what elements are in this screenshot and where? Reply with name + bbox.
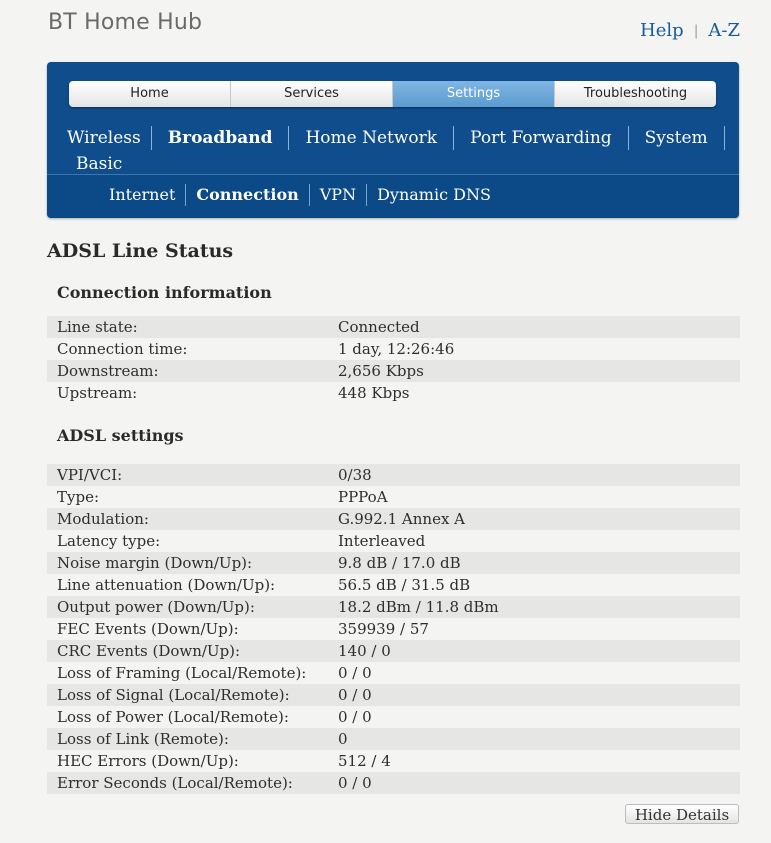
tertiary-item-dynamic-dns[interactable]: Dynamic DNS [377,185,491,204]
table-row [47,574,740,596]
row-value: 0 / 0 [338,772,740,794]
row-value: G.992.1 Annex A [338,508,740,530]
row-value: 0 / 0 [338,662,740,684]
row-label: Modulation: [47,508,338,530]
row-value: 18.2 dBm / 11.8 dBm [338,596,740,618]
row-label: Line attenuation (Down/Up): [47,574,338,596]
table-row [47,662,740,684]
tab-services[interactable]: Services [231,81,393,107]
table-row [47,706,740,728]
table-row [47,382,740,404]
link-separator: | [693,22,699,39]
navigation-panel [47,62,739,218]
tab-settings[interactable]: Settings [393,81,555,107]
row-label: HEC Errors (Down/Up): [47,750,338,772]
row-label: Line state: [47,316,338,338]
table-row [47,728,740,750]
row-value: 448 Kbps [338,382,740,404]
row-value: Connected [338,316,740,338]
row-value: 0 / 0 [338,684,740,706]
row-value: 0 / 0 [338,706,740,728]
row-label: Noise margin (Down/Up): [47,552,338,574]
row-value: PPPoA [338,486,740,508]
table-row [47,530,740,552]
row-value: 1 day, 12:26:46 [338,338,740,360]
tab-home[interactable]: Home [69,81,231,107]
table-row [47,640,740,662]
row-value: 0 [338,728,740,750]
brand-title: BT Home Hub [48,10,203,35]
table-row [47,464,740,486]
table-row [47,618,740,640]
row-label: CRC Events (Down/Up): [47,640,338,662]
subnav-item-wireless[interactable]: Wireless [57,126,152,150]
tertiary-nav [47,174,739,218]
tab-troubleshooting[interactable]: Troubleshooting [555,81,716,107]
subnav-item-port-forwarding[interactable]: Port Forwarding [454,126,629,150]
table-row [47,684,740,706]
subnav-item-system[interactable]: System [629,126,725,150]
secondary-nav [57,126,737,178]
subnav-item-basic[interactable]: Basic [76,154,123,174]
page-title: ADSL Line Status [47,240,234,262]
row-value: 2,656 Kbps [338,360,740,382]
row-value: 56.5 dB / 31.5 dB [338,574,740,596]
row-label: FEC Events (Down/Up): [47,618,338,640]
row-value: 0/38 [338,464,740,486]
table-row [47,596,740,618]
adsl-settings-table [47,464,740,794]
table-row [47,508,740,530]
row-value: 359939 / 57 [338,618,740,640]
a-z-link[interactable]: A-Z [708,20,740,41]
table-row [47,552,740,574]
row-label: Loss of Link (Remote): [47,728,338,750]
help-link[interactable]: Help [640,20,684,41]
row-value: 140 / 0 [338,640,740,662]
row-label: VPI/VCI: [47,464,338,486]
top-links [640,20,740,41]
table-row [47,486,740,508]
tertiary-item-connection[interactable]: Connection [186,184,309,206]
tertiary-item-internet[interactable]: Internet [99,184,186,206]
connection-info-title: Connection information [57,283,272,302]
row-label: Error Seconds (Local/Remote): [47,772,338,794]
row-value: 512 / 4 [338,750,740,772]
row-label: Upstream: [47,382,338,404]
hide-details-button[interactable]: Hide Details [625,804,739,824]
row-label: Loss of Signal (Local/Remote): [47,684,338,706]
main-tabs [69,81,716,107]
row-label: Loss of Power (Local/Remote): [47,706,338,728]
row-label: Downstream: [47,360,338,382]
row-value: Interleaved [338,530,740,552]
row-label: Connection time: [47,338,338,360]
table-row [47,750,740,772]
row-label: Output power (Down/Up): [47,596,338,618]
row-label: Loss of Framing (Local/Remote): [47,662,338,684]
table-row [47,772,740,794]
adsl-settings-title: ADSL settings [57,426,184,445]
subnav-item-broadband[interactable]: Broadband [152,126,290,150]
table-row [47,338,740,360]
connection-info-table [47,316,740,404]
row-label: Type: [47,486,338,508]
row-value: 9.8 dB / 17.0 dB [338,552,740,574]
subnav-item-home-network[interactable]: Home Network [289,126,454,150]
table-row [47,360,740,382]
table-row [47,316,740,338]
tertiary-item-vpn[interactable]: VPN [310,184,367,206]
row-label: Latency type: [47,530,338,552]
